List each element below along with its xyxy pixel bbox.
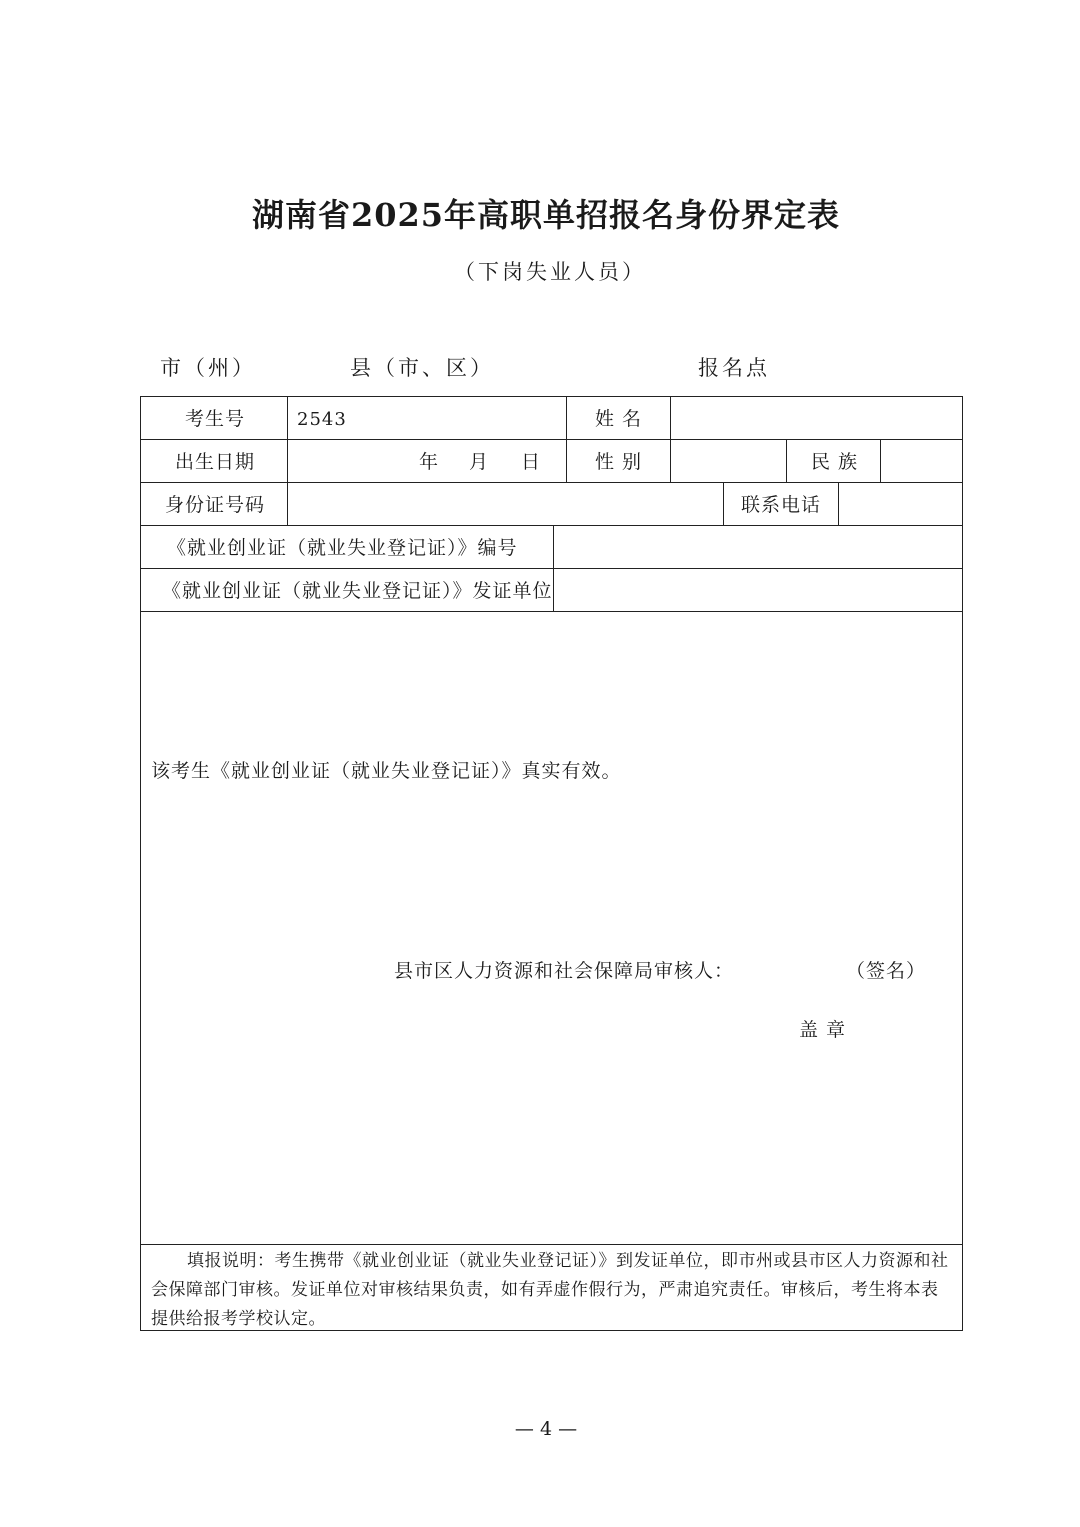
id-number-field[interactable] <box>297 490 717 518</box>
filling-instructions-note: 填报说明：考生携带《就业创业证（就业失业登记证）》到发证单位，即市州或县市区人力资源和社会保障部门审核。发证单位对审核结果负责，如有弄虚作假行为，严肃追究责任。审核后，考生将本表提供给报考学校认定。 <box>151 1251 949 1329</box>
birth-year-unit: 年 <box>419 451 440 473</box>
birth-date-label: 出生日期 <box>175 451 256 473</box>
birth-day-unit: 日 <box>521 451 542 473</box>
gender-label: 性 别 <box>595 451 643 473</box>
region-county-label: 县（市、区） <box>350 356 494 380</box>
ethnicity-label: 民 族 <box>811 451 859 473</box>
gender-field[interactable] <box>681 447 781 475</box>
reviewer-signature-field[interactable] <box>737 955 837 983</box>
document-subtitle: （下岗失业人员） <box>454 260 646 284</box>
column-divider <box>838 482 839 525</box>
row-divider <box>141 439 962 440</box>
exam-number-label: 考生号 <box>185 408 246 430</box>
signature-label: （签名） <box>846 960 927 982</box>
document-title: 湖南省2025年高职单招报名身份界定表 <box>251 196 841 234</box>
region-city-label: 市（州） <box>160 356 256 380</box>
row-divider <box>141 568 962 569</box>
verification-statement: 该考生《就业创业证（就业失业登记证）》真实有效。 <box>151 760 622 782</box>
column-divider <box>723 482 724 525</box>
id-number-label: 身份证号码 <box>165 494 266 516</box>
certificate-issuer-label: 《就业创业证（就业失业登记证）》发证单位 <box>162 580 553 602</box>
column-divider <box>566 397 567 482</box>
certificate-issuer-field[interactable] <box>561 576 956 604</box>
column-divider <box>786 439 787 482</box>
column-divider <box>553 525 554 611</box>
certificate-number-label: 《就业创业证（就业失业登记证）》编号 <box>167 537 518 559</box>
exam-number-field[interactable]: 2543 <box>297 409 347 430</box>
phone-field[interactable] <box>844 490 954 518</box>
ethnicity-field[interactable] <box>886 447 956 475</box>
name-field[interactable] <box>681 405 951 433</box>
region-registration-point-label: 报名点 <box>698 356 770 380</box>
column-divider <box>670 397 671 482</box>
row-divider <box>141 1244 962 1245</box>
row-divider <box>141 525 962 526</box>
birth-month-unit: 月 <box>469 451 490 473</box>
column-divider <box>880 439 881 482</box>
page-number: — 4 — <box>514 1418 578 1440</box>
certificate-number-field[interactable] <box>561 533 956 561</box>
reviewer-label: 县市区人力资源和社会保障局审核人： <box>394 960 735 982</box>
column-divider <box>287 397 288 525</box>
seal-label: 盖 章 <box>799 1019 847 1041</box>
row-divider <box>141 611 962 612</box>
phone-label: 联系电话 <box>741 494 822 516</box>
name-label: 姓 名 <box>595 408 643 430</box>
identity-form-table <box>140 396 963 1331</box>
